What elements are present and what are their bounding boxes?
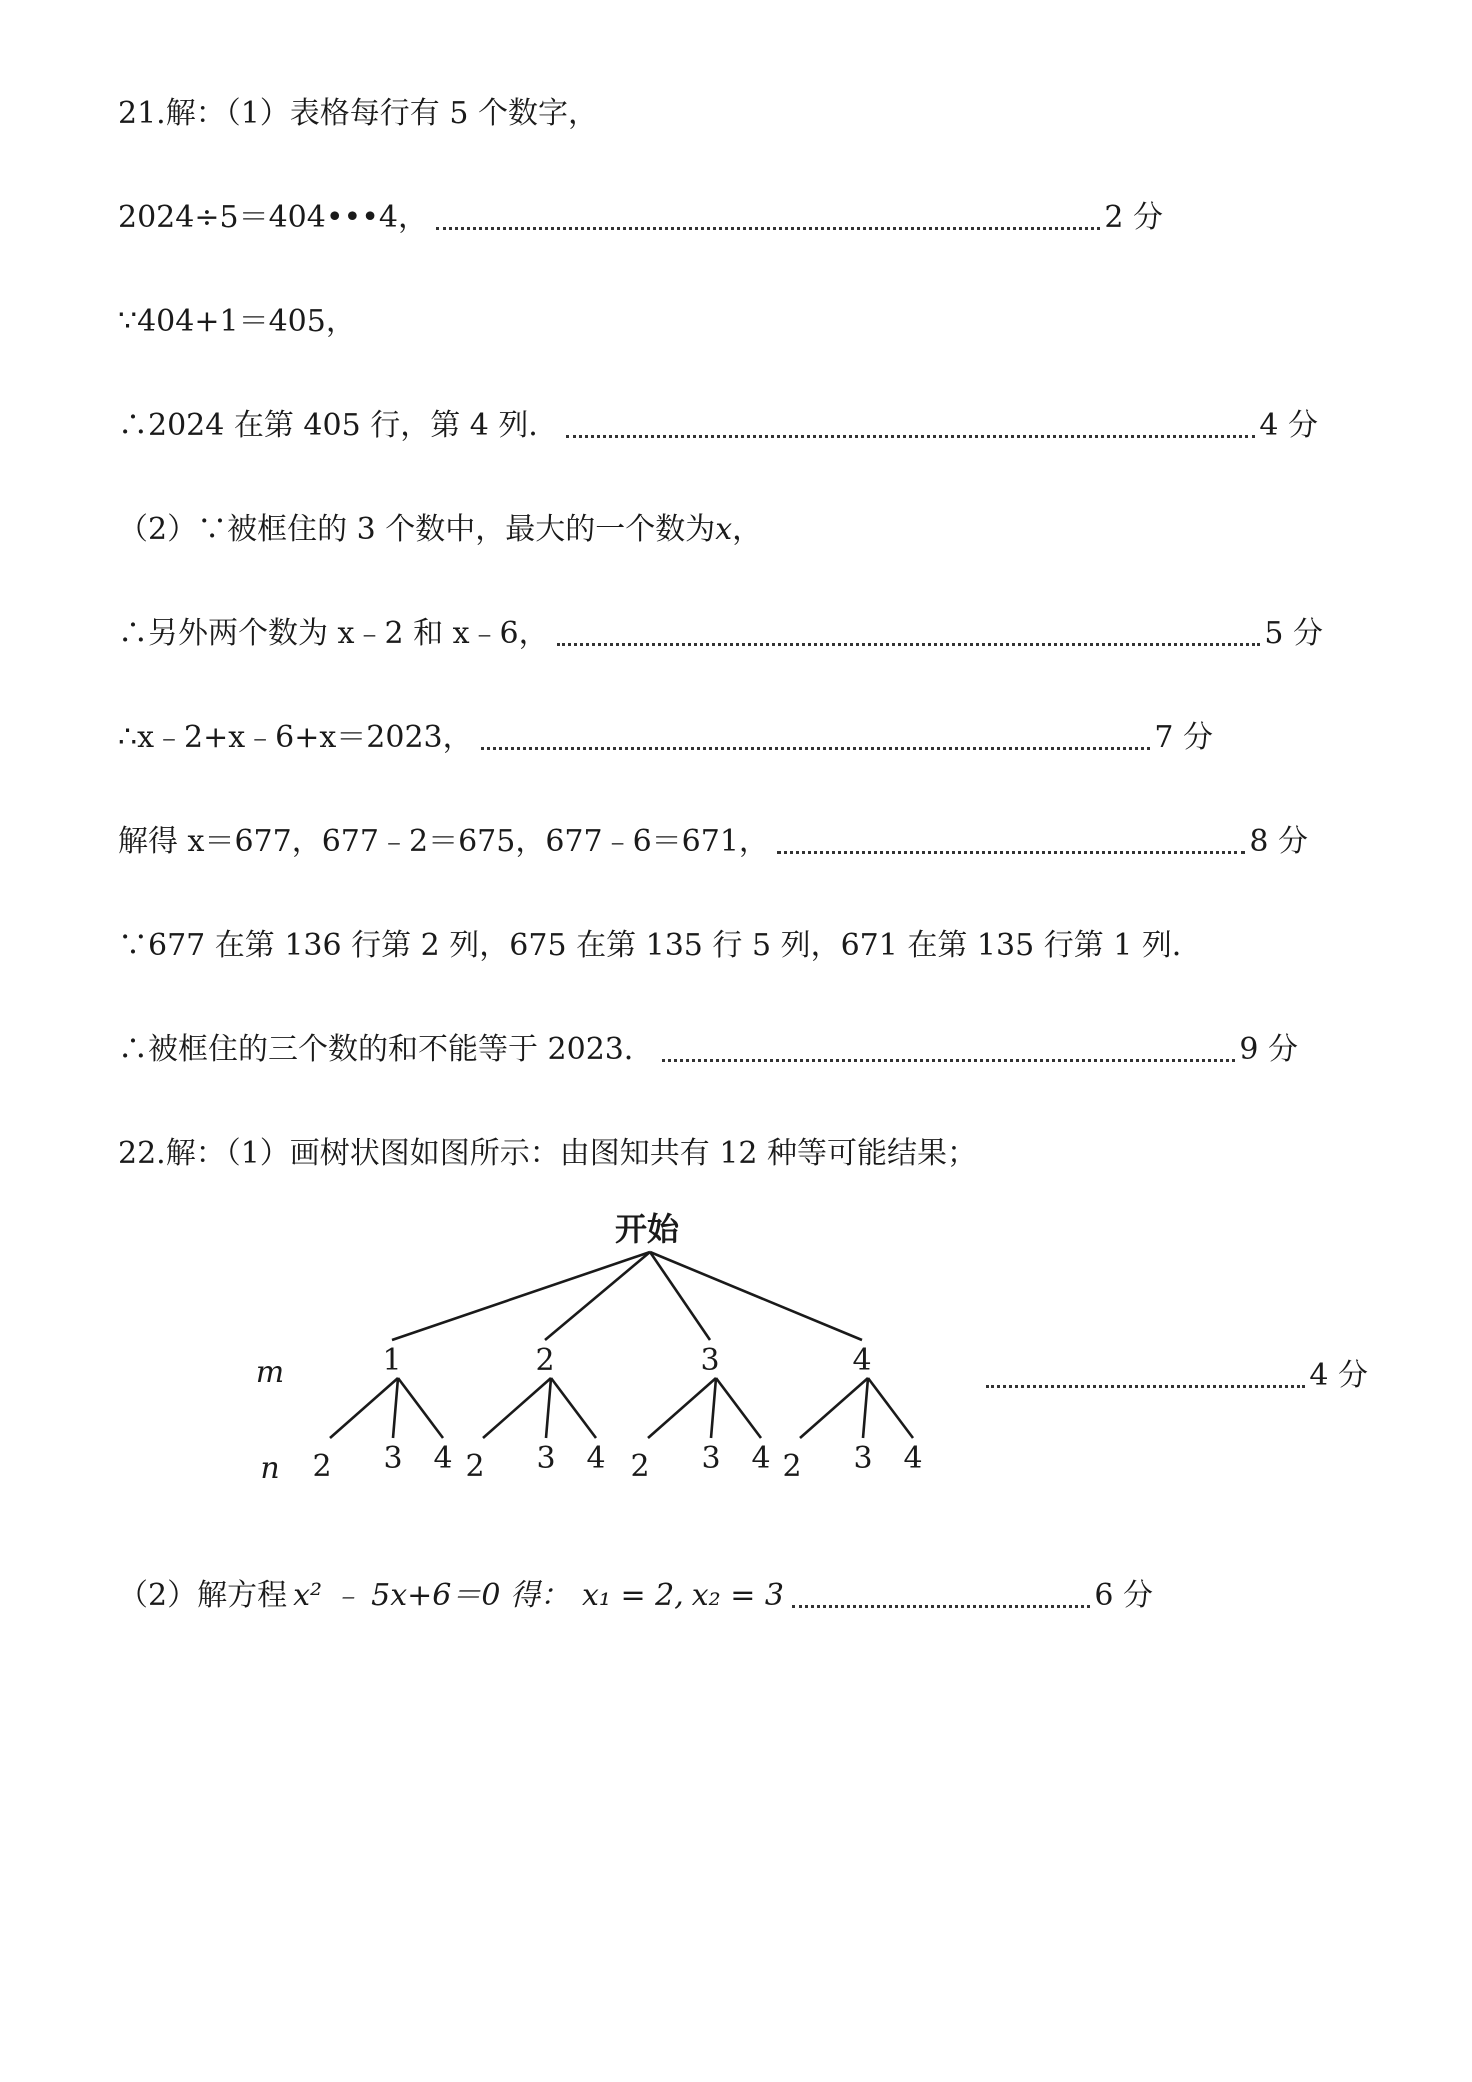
tree-node-m1-n-3: 3 [383, 1441, 403, 1476]
tree-edge-m2-n4 [551, 1378, 596, 1438]
q21-line-8-text: 解得 x＝677，677﹣2＝675，677﹣6＝671， [118, 824, 769, 859]
q21-line-3-text: ∵404+1＝405， [118, 304, 356, 339]
score-5: 5 分 [1264, 616, 1323, 651]
solution-x2: x₂ = 3 [691, 1578, 784, 1613]
tree-node-m2-n-3: 3 [536, 1441, 556, 1476]
tree-node-m1-n-4: 4 [433, 1441, 453, 1476]
q22-line-2-prefix: （2）解方程 [118, 1578, 288, 1613]
score-4-tree: 4 分 [1309, 1358, 1368, 1393]
tree-node-m-2: 2 [535, 1343, 555, 1378]
tree-edge-m1-n4 [398, 1378, 443, 1438]
tree-edge-m4-n4 [868, 1378, 913, 1438]
score-4: 4 分 [1259, 408, 1318, 443]
tree-node-m-4: 4 [852, 1343, 872, 1378]
q21-line-5-text: （2）∵被框住的 3 个数中，最大的一个数为 [118, 512, 716, 547]
tree-edge-m4-n2 [800, 1378, 868, 1438]
tree-start-label: 开始 [614, 1210, 680, 1248]
tree-node-m3-n-3: 3 [701, 1441, 721, 1476]
score-6: 6 分 [1094, 1578, 1153, 1613]
q21-line-6-text: ∴另外两个数为 x﹣2 和 x﹣6， [118, 616, 549, 651]
q21-line-4-text: ∴2024 在第 405 行，第 4 列． [118, 408, 559, 443]
tree-edge-root-m4 [650, 1252, 862, 1340]
tree-node-m4-n-2: 2 [782, 1449, 802, 1484]
row-n-label: n [260, 1451, 280, 1486]
tree-edge-m3-n2 [648, 1378, 716, 1438]
q22-tree-score [978, 1356, 1368, 1396]
dot-leader [792, 1605, 1090, 1608]
variable-x: x [715, 512, 733, 547]
tree-node-m4-n-3: 3 [853, 1441, 873, 1476]
tree-node-m-1: 1 [382, 1343, 402, 1378]
tree-edge-m3-n4 [716, 1378, 761, 1438]
q21-title-text: 21.解：（1）表格每行有 5 个数字， [118, 96, 598, 131]
tree-node-m1-n-2: 2 [312, 1449, 332, 1484]
q21-line-7-text: ∴x﹣2+x﹣6+x＝2023， [118, 720, 473, 755]
tree-edge-root-m2 [545, 1252, 650, 1340]
tree-node-m3-n-4: 4 [751, 1441, 771, 1476]
q21-line-10-text: ∴被框住的三个数的和不能等于 2023． [118, 1032, 654, 1067]
q22-title-text: 22.解：（1）画树状图如图所示：由图知共有 12 种等可能结果； [118, 1136, 978, 1171]
row-m-label: m [255, 1355, 285, 1390]
tree-node-m3-n-2: 2 [630, 1449, 650, 1484]
score-8: 8 分 [1249, 824, 1308, 859]
tree-edge-m4-n3 [863, 1378, 868, 1438]
score-7: 7 分 [1154, 720, 1213, 755]
tree-node-m2-n-4: 4 [586, 1441, 606, 1476]
score-9: 9 分 [1239, 1032, 1298, 1067]
solution-x1: x₁ = 2, [581, 1578, 684, 1613]
tree-nodes [312, 1252, 922, 1484]
q21-line-2-text: 2024÷5＝404•••4， [118, 200, 429, 235]
tree-node-m2-n-2: 2 [465, 1449, 485, 1484]
equation: x² ﹣ 5x+6＝0 得： [293, 1578, 570, 1613]
tree-edge-m3-n3 [711, 1378, 716, 1438]
q21-line-9-text: ∵677 在第 136 行第 2 列，675 在第 135 行 5 列，671 在第 135 行第 1 列． [118, 928, 1202, 963]
tree-edge-m1-n3 [393, 1378, 398, 1438]
dot-leader [986, 1385, 1305, 1388]
q22-line-2 [118, 1576, 1153, 1616]
tree-edge-m1-n2 [330, 1378, 398, 1438]
tree-edge-m2-n3 [546, 1378, 551, 1438]
tree-edge-root-m1 [392, 1252, 650, 1340]
tree-node-m-3: 3 [700, 1343, 720, 1378]
tree-node-m4-n-4: 4 [903, 1441, 923, 1476]
q21-line-5-end: ， [732, 512, 763, 547]
tree-edge-m2-n2 [483, 1378, 551, 1438]
score-2: 2 分 [1104, 200, 1163, 235]
